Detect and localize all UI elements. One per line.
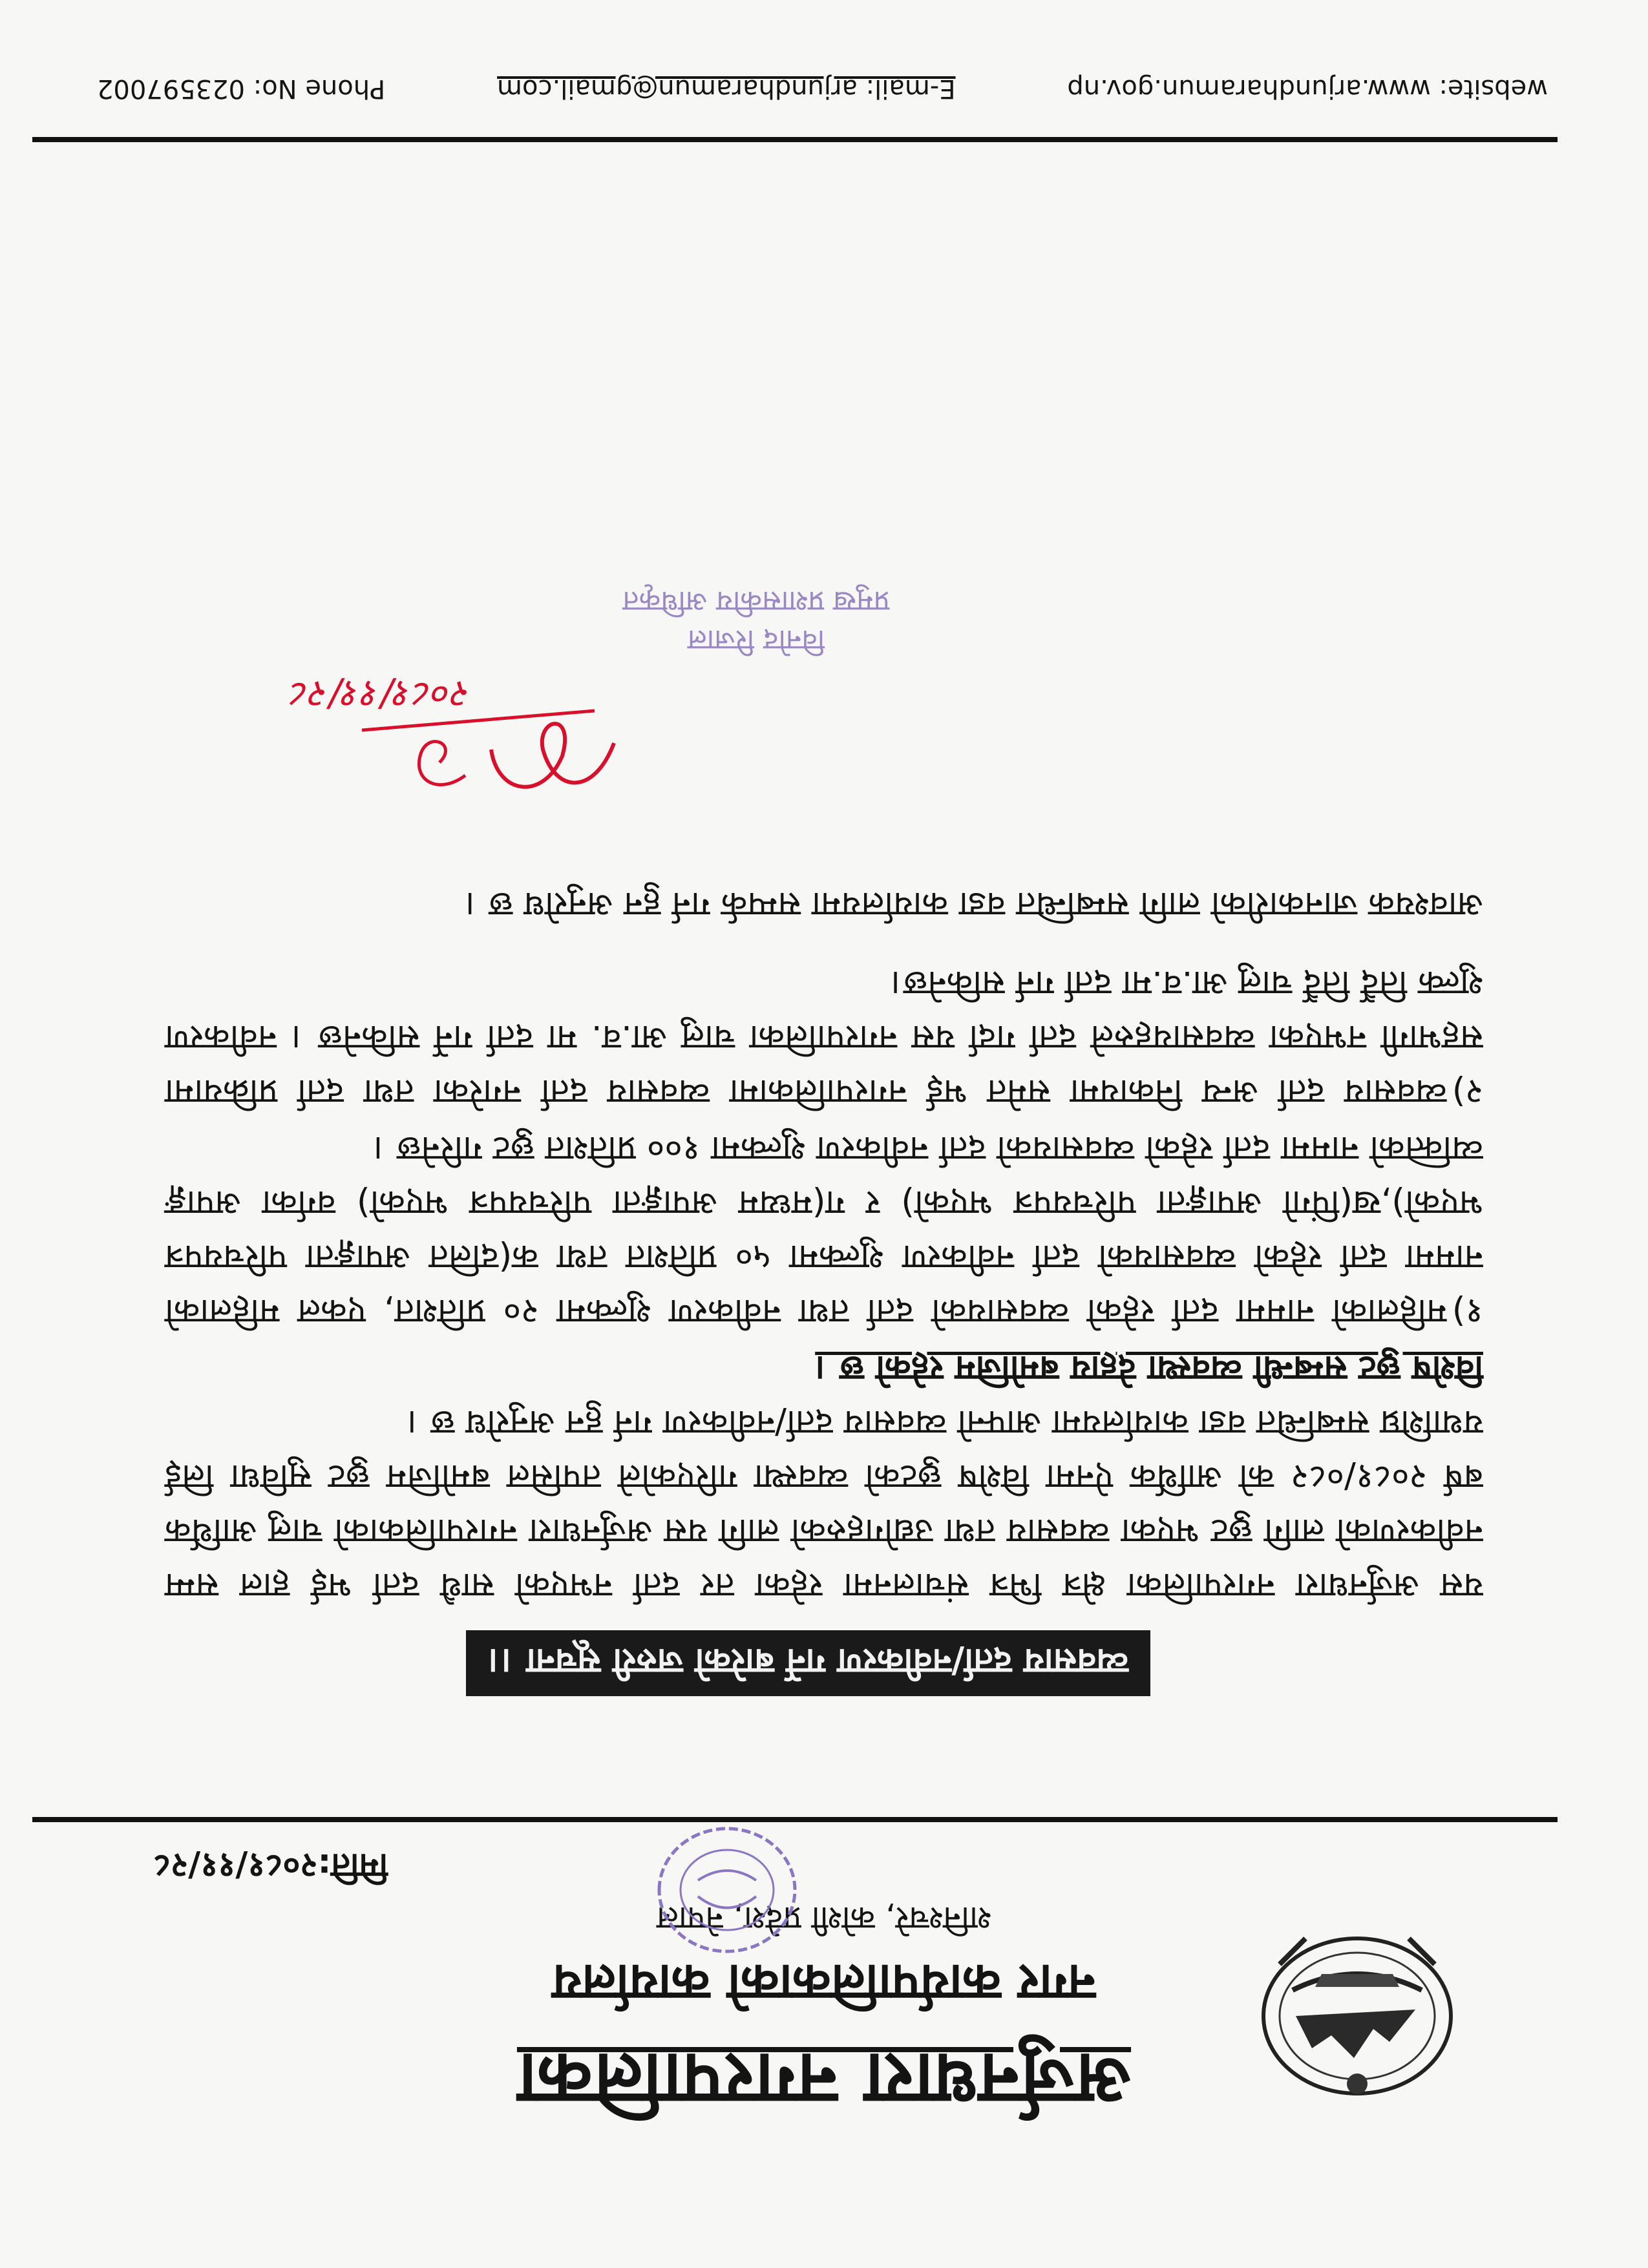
closing-paragraph: आवश्यक जानकारीको लागि सम्बन्धित वडा कार्यालयमा सम्पर्क गर्न हुन अनुरोध छ । bbox=[465, 885, 1483, 924]
municipality-title: अर्जुनधारा नगरपालिका bbox=[516, 2037, 1132, 2121]
signature-date: २०८१/११/२८ bbox=[290, 673, 472, 717]
item-number: १) bbox=[1452, 1292, 1483, 1331]
footer-divider bbox=[32, 137, 1558, 142]
issue-date: मिति:२०८१/११/२८ bbox=[153, 1846, 388, 1885]
emphasis-line bbox=[165, 1341, 1483, 1395]
list-item bbox=[165, 1121, 1483, 1338]
footer-email: E-mail: arjundharamun@gmail.com bbox=[497, 74, 956, 103]
footer-website: website: www.arjundharamun.gov.np bbox=[1067, 74, 1548, 103]
notice-title: व्यवसाय दर्ता/नवीकरण गर्ने बारेको जरुरी सूचना ।। bbox=[466, 1630, 1150, 1696]
office-address: शनिश्चरे, कोशी प्रदेश, नेपाल bbox=[657, 1900, 991, 1937]
handwritten-signature bbox=[233, 659, 633, 821]
item-text: महिलाको नाममा दर्ता रहेको व्यवसायको दर्ता तथा नवीकरण शुल्कमा २० प्रतिशत, एकल महिलाको नाममा दर्ता रहेको व्यवसायको दर्ता नवीकरण शुल्कमा ५० प्रतिशत तथा क(दलित अपाङ्गता परिचयपत्र भएको),ख(पिंगो अपाङ्गता परिचयपत्र भएको) र ग(मध्यम अपाङ्गता परिचयपत्र भएको) वर्गका अपाङ्ग व्यक्तिको नाममा दर्ता रहेको व्यवसायको दर्ता नवीकरण शुल्कमा १०० प्रतिशत छुट गरिनेछ । bbox=[165, 1129, 1483, 1331]
item-text: व्यवसाय दर्ता अन्य निकायमा समेत भई नगरपालिकामा व्यवसाय दर्ता नगरेका तथा दर्ता प्रक्रियामा सहभागी नभएका व्यवसायहरुले दर्ता गर्दा यस नगरपालिका चालु आ.व. मा दर्ता गर्ने सकिनेछ । नवीकरण शुल्क तिर्दै तिर्दै चालु आ.व.मा दर्ता गर्न सकिनेछ। bbox=[165, 963, 1483, 1111]
list-item bbox=[165, 956, 1483, 1118]
signatory-stamp bbox=[0, 582, 1648, 659]
item-number: २) bbox=[1452, 1072, 1483, 1111]
notice-body bbox=[165, 877, 1483, 1612]
office-subtitle: नगर कार्यपालिकाको कार्यालय bbox=[552, 1953, 1096, 2011]
signatory-designation: प्रमुख प्रशासकीय अधिकृत bbox=[622, 585, 890, 618]
intro-paragraph: यस अर्जुनधारा नगरपालिका क्षेत्र भित्र संचालनमा रहेका तर दर्ता नभएको साथै दर्ता भई हाल सम्म नवीकरणको लागि छुट भएका व्यवसाय तथा उद्योगहरुको लागि यस अर्जुनधारा नगरपालिकाको चालु आर्थिक बर्ष २०८१/०८२ को आर्थिक ऐनमा विशेष छुटको व्यवस्था गरिएकोले तपसिल बमोजिम छुट सुविधा लिई यथाशिघ्र सम्बन्धित वडा कार्यालयमा आफ्नो व्यवसाय दर्ता/नवीकरण गर्न हुन अनुरोध छ । bbox=[165, 1403, 1483, 1605]
footer bbox=[97, 74, 1548, 103]
signatory-name: विनोद रिजाल bbox=[687, 624, 825, 656]
office-stamp bbox=[653, 1822, 801, 1958]
footer-phone: Phone No: 023597002 bbox=[97, 74, 386, 103]
header-divider bbox=[32, 1817, 1558, 1822]
special-discount-heading: विशेष छुट सम्बन्धी व्यवस्था देहाय बमोजिम रहेको छ । bbox=[815, 1349, 1483, 1388]
